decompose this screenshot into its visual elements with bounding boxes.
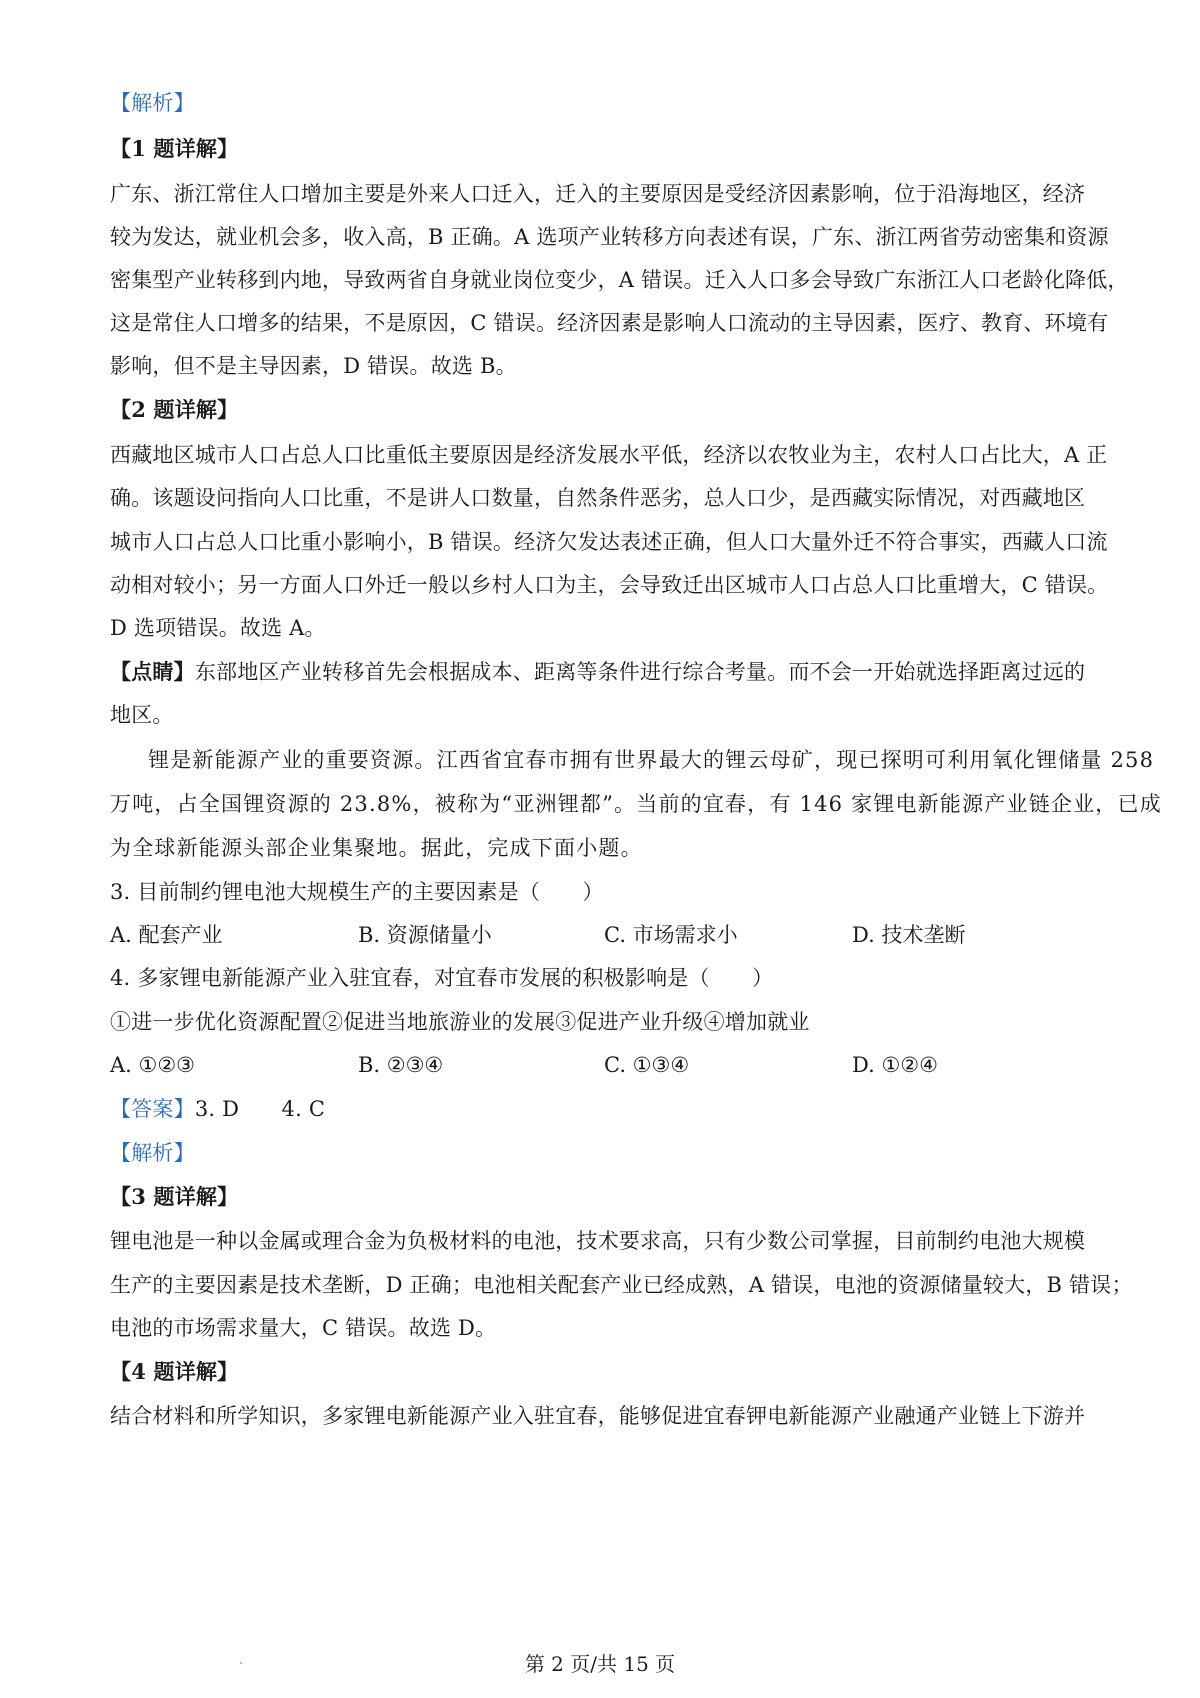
answer-label: 【答案】 bbox=[110, 1097, 195, 1121]
paragraph-line: D 选项错误。故选 A。 bbox=[110, 616, 326, 640]
question-4-items: ①进一步优化资源配置②促进当地旅游业的发展③促进产业升级④增加就业 bbox=[110, 1010, 810, 1034]
page-footer: 第 2 页/共 15 页 bbox=[524, 1652, 676, 1676]
detail-3-title: 【3 题详解】 bbox=[110, 1184, 239, 1209]
q4-option-a: A. ①②③ bbox=[110, 1053, 195, 1077]
paragraph-line: 锂电池是一种以金属或理合金为负极材料的电池，技术要求高，只有少数公司掌握，目前制约电池大规模 bbox=[110, 1229, 1086, 1253]
paragraph-line: 确。该题设问指向人口比重，不是讲人口数量，自然条件恶劣，总人口少，是西藏实际情况，对西藏地区 bbox=[110, 486, 1086, 510]
paragraph-line: 广东、浙江常住人口增加主要是外来人口迁入，迁入的主要原因是受经济因素影响，位于沿海地区，经济 bbox=[110, 182, 1086, 206]
analysis-label: 【解析】 bbox=[110, 91, 195, 115]
answer-text: 3. D 4. C bbox=[194, 1097, 326, 1121]
paragraph-line: 西藏地区城市人口占总人口比重低主要原因是经济发展水平低，经济以农牧业为主，农村人口占比大，A 正 bbox=[110, 443, 1108, 467]
q4-option-c: C. ①③④ bbox=[604, 1053, 690, 1077]
detail-4-title: 【4 题详解】 bbox=[110, 1359, 239, 1384]
pointer-paragraph bbox=[110, 657, 1100, 687]
detail-2-title: 【2 题详解】 bbox=[110, 397, 239, 422]
paragraph-line: 生产的主要因素是技术垄断，D 正确；电池相关配套产业已经成熟，A 错误，电池的资源储量较大，B 错误； bbox=[110, 1273, 1133, 1297]
paragraph-line: 结合材料和所学知识，多家锂电新能源产业入驻宜春，能够促进宜春钾电新能源产业融通产业链上下游并 bbox=[110, 1404, 1086, 1428]
q3-option-d: D. 技术垄断 bbox=[852, 923, 966, 947]
paragraph-line: 影响，但不是主导因素，D 错误。故选 B。 bbox=[110, 354, 517, 378]
q3-option-c: C. 市场需求小 bbox=[604, 923, 738, 947]
paragraph-line: 电池的市场需求量大，C 错误。故选 D。 bbox=[110, 1316, 497, 1340]
analysis-label: 【解析】 bbox=[110, 1141, 195, 1165]
q4-option-d: D. ①②④ bbox=[852, 1053, 938, 1077]
question-4: 4. 多家锂电新能源产业入驻宜春，对宜春市发展的积极影响是（ ） bbox=[110, 966, 774, 990]
material-line: 为全球新能源头部企业集聚地。据此，完成下面小题。 bbox=[110, 836, 643, 860]
paragraph-line: 地区。 bbox=[110, 703, 174, 727]
paragraph-line: 较为发达，就业机会多，收入高，B 正确。A 选项产业转移方向表述有误，广东、浙江两省劳动密集和资源 bbox=[110, 225, 1109, 249]
paragraph-line: 密集型产业转移到内地，导致两省自身就业岗位变少，A 错误。迁入人口多会导致广东浙江人口老龄化降低， bbox=[110, 268, 1129, 292]
pointer-label: 【点睛】 bbox=[110, 659, 195, 684]
paragraph-line: 动相对较小；另一方面人口外迁一般以乡村人口为主，会导致迁出区城市人口占总人口比重增大，C 错误。 bbox=[110, 573, 1109, 597]
q4-option-b: B. ②③④ bbox=[358, 1053, 444, 1077]
paragraph-line: 这是常住人口增多的结果，不是原因，C 错误。经济因素是影响人口流动的主导因素，医疗、教育、环境有 bbox=[110, 311, 1109, 335]
question-3: 3. 目前制约锂电池大规模生产的主要因素是（ ） bbox=[110, 880, 604, 904]
paragraph-line: 城市人口占总人口比重小影响小，B 错误。经济欠发达表述正确，但人口大量外迁不符合事实，西藏人口流 bbox=[110, 530, 1108, 554]
material-line: 万吨，占全国锂资源的 23.8%，被称为“亚洲锂都”。当前的宜春，有 146 家锂电新能源产业链企业，已成 bbox=[110, 792, 1162, 816]
answer-line bbox=[110, 1094, 1100, 1124]
detail-1-title: 【1 题详解】 bbox=[110, 136, 239, 161]
pointer-text: 东部地区产业转移首先会根据成本、距离等条件进行综合考量。而不会一开始就选择距离过远的 bbox=[194, 660, 1086, 684]
q3-option-b: B. 资源储量小 bbox=[358, 923, 492, 947]
q3-option-a: A. 配套产业 bbox=[110, 923, 223, 947]
material-line: 锂是新能源产业的重要资源。江西省宜春市拥有世界最大的锂云母矿，现已探明可利用氧化锂储量 258 bbox=[148, 748, 1155, 772]
